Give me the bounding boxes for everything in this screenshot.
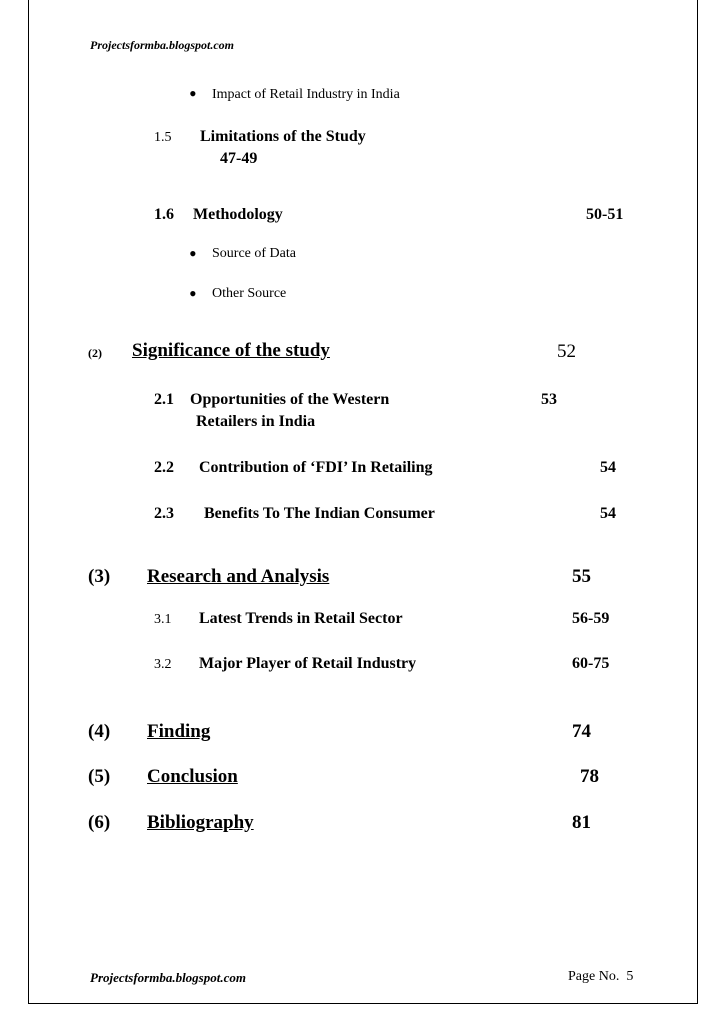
toc-chapter-3-number: (3) bbox=[88, 566, 111, 587]
toc-2-1-pages: 53 bbox=[541, 391, 557, 408]
bullet-icon: • bbox=[189, 241, 197, 266]
toc-2-2-pages: 54 bbox=[600, 459, 616, 476]
footer-page-value: 5 bbox=[626, 969, 634, 984]
toc-chapter-6-number: (6) bbox=[88, 812, 111, 833]
toc-chapter-4-number: (4) bbox=[88, 721, 111, 742]
toc-3-2-number: 3.2 bbox=[154, 657, 172, 672]
toc-chapter-6-title: Bibliography bbox=[147, 812, 254, 833]
toc-1-6-title: Methodology bbox=[193, 206, 283, 223]
toc-2-1-title-line1: Opportunities of the Western bbox=[190, 391, 390, 408]
toc-1-5-title: Limitations of the Study bbox=[200, 128, 366, 145]
toc-3-1-number: 3.1 bbox=[154, 612, 172, 627]
bullet-icon: • bbox=[189, 281, 197, 306]
toc-chapter-2-pages: 52 bbox=[557, 341, 576, 362]
toc-2-3-number: 2.3 bbox=[154, 505, 174, 522]
toc-3-2-title: Major Player of Retail Industry bbox=[199, 655, 417, 672]
footer-site: Projectsformba.blogspot.com bbox=[90, 970, 246, 985]
toc-1-5-pages: 47-49 bbox=[220, 150, 258, 167]
toc-3-1-title: Latest Trends in Retail Sector bbox=[199, 610, 403, 627]
toc-1-6-pages: 50-51 bbox=[586, 206, 624, 223]
page-border bbox=[28, 0, 698, 1004]
toc-2-1-title-line2: Retailers in India bbox=[196, 413, 316, 430]
toc-2-1-number: 2.1 bbox=[154, 391, 174, 408]
toc-1-5-number: 1.5 bbox=[154, 130, 172, 145]
toc-3-2-pages: 60-75 bbox=[572, 655, 610, 672]
toc-2-3-pages: 54 bbox=[600, 505, 616, 522]
toc-chapter-5-pages: 78 bbox=[580, 766, 599, 787]
toc-chapter-4-pages: 74 bbox=[572, 721, 591, 742]
toc-chapter-5-title: Conclusion bbox=[147, 766, 238, 787]
toc-chapter-6-pages: 81 bbox=[572, 812, 591, 833]
toc-3-1-pages: 56-59 bbox=[572, 610, 610, 627]
toc-chapter-2-title: Significance of the study bbox=[132, 340, 330, 361]
toc-bullet-source: Source of Data bbox=[212, 246, 296, 261]
toc-chapter-2-number: (2) bbox=[88, 346, 102, 360]
bullet-icon: • bbox=[189, 81, 197, 106]
footer-page-label: Page No. bbox=[568, 969, 620, 984]
toc-chapter-5-number: (5) bbox=[88, 766, 111, 787]
toc-bullet-impact: Impact of Retail Industry in India bbox=[212, 87, 400, 102]
toc-1-6-number: 1.6 bbox=[154, 206, 174, 223]
footer-page-number bbox=[568, 969, 633, 985]
toc-chapter-4-title: Finding bbox=[147, 721, 211, 742]
toc-2-2-number: 2.2 bbox=[154, 459, 174, 476]
toc-bullet-other: Other Source bbox=[212, 286, 287, 301]
header-site: Projectsformba.blogspot.com bbox=[90, 38, 234, 52]
toc-chapter-3-title: Research and Analysis bbox=[147, 566, 330, 587]
toc-2-3-title: Benefits To The Indian Consumer bbox=[204, 505, 435, 522]
toc-2-2-title: Contribution of ‘FDI’ In Retailing bbox=[199, 459, 433, 476]
toc-chapter-3-pages: 55 bbox=[572, 566, 591, 587]
